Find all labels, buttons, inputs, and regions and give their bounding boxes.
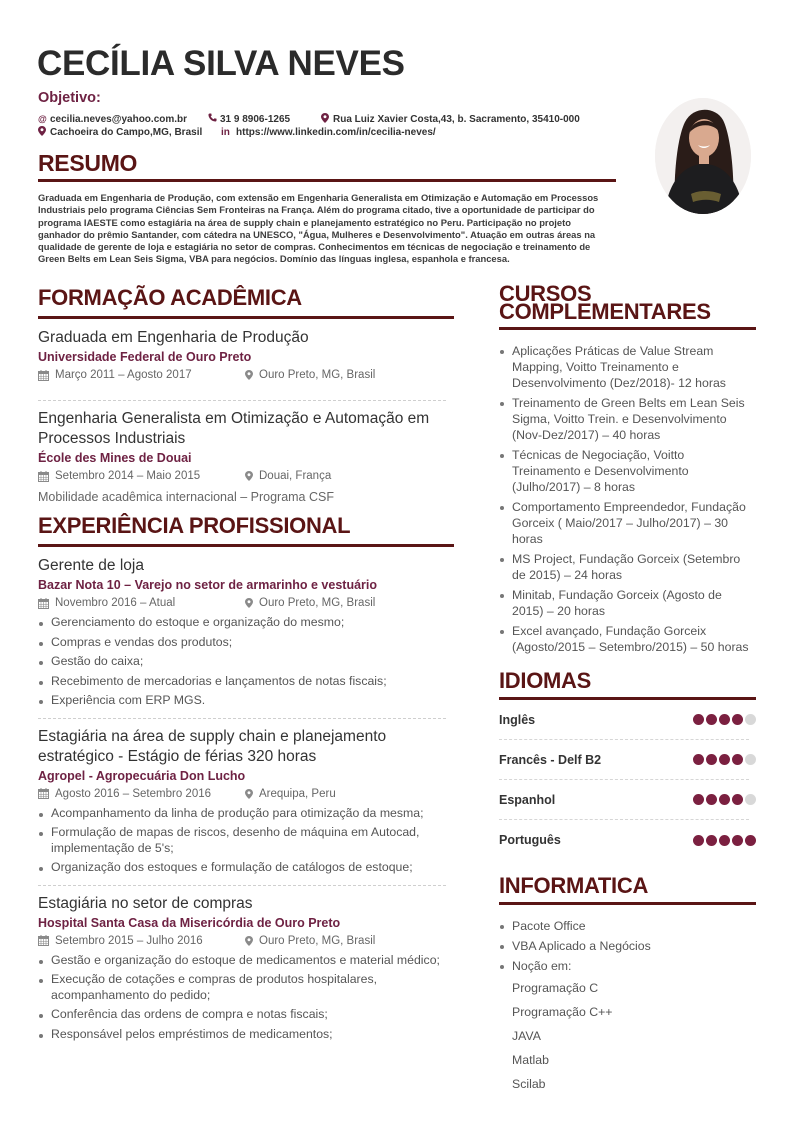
section-title-informatica: INFORMATICA [499,873,649,898]
proficiency-dots [693,754,756,765]
list-item: Compras e vendas dos produtos; [38,635,454,651]
section-rule [499,902,756,905]
duties-list [38,806,454,876]
list-item: MS Project, Fundação Gorceix (Setembro de 2015) – 24 horas [499,551,756,583]
contact-email[interactable] [38,113,208,126]
education-entry [38,328,454,384]
experience-entry [38,556,454,709]
contact-city [38,126,221,139]
list-item: Gestão do caixa; [38,654,454,670]
language-row [499,700,749,740]
sub-item: Scilab [512,1077,546,1091]
summary-section [38,150,616,266]
list-item: Experiência com ERP MGS. [38,693,454,709]
entry-org: Bazar Nota 10 – Varejo no setor de armarinho e vestuário [38,578,378,592]
language-name: Francês - Delf B2 [499,752,602,767]
duties-list [38,615,454,709]
contact-linkedin[interactable] [221,126,436,139]
entry-location: Douai, França [259,470,332,482]
section-title-line: COMPLEMENTARES [499,299,711,324]
map-pin-icon [38,126,50,140]
entry-meta [38,785,454,803]
entry-title: Engenharia Generalista em Otimização e Automação em Processos Industriais [38,410,430,447]
languages-list [499,700,756,860]
entry-title: Estagiária no setor de compras [38,894,253,912]
list-item: Técnicas de Negociação, Voitto Treinamento e Desenvolvimento (Julho/2017) – 8 horas [499,447,756,495]
sub-item: Matlab [512,1053,549,1067]
entry-date: Março 2011 – Agosto 2017 [55,369,192,381]
education-entry [38,409,454,507]
entry-date: Setembro 2015 – Julho 2016 [55,934,203,947]
map-pin-icon [245,789,253,799]
list-item: Gerenciamento do estoque e organização do mesmo; [38,615,454,631]
entry-org: Universidade Federal de Ouro Preto [38,350,252,364]
sub-item: JAVA [512,1029,541,1043]
language-name: Inglês [499,712,536,727]
list-item: Aplicações Práticas de Value Stream Mapping, Voitto Treinamento e Desenvolvimento (Dez/2018)- 12 horas [499,343,756,391]
entry-date: Setembro 2014 – Maio 2015 [55,470,201,482]
linkedin-icon: in [221,127,230,138]
left-column [38,285,454,1046]
list-item: Excel avançado, Fundação Gorceix (Agosto/2015 – Setembro/2015) – 50 horas [499,623,756,655]
phone-text: 31 9 8906-1265 [220,114,291,125]
phone-icon [208,113,220,126]
calendar-icon [38,788,49,799]
contact-address [321,113,580,126]
courses-list [499,343,756,655]
language-name: Português [499,833,561,847]
section-rule [499,327,756,330]
list-item: Pacote Office [499,916,756,936]
section-title-cursos [499,281,756,324]
at-icon: @ [38,114,47,124]
list-item: Responsável pelos empréstimos de medicamentos; [38,1027,454,1043]
entry-title: Gerente de loja [38,557,144,574]
section-rule [38,544,454,547]
list-item: Recebimento de mercadorias e lançamentos de notas fiscais; [38,674,454,690]
section-rule [38,179,616,182]
calendar-icon [38,935,49,946]
candidate-name: CECÍLIA SILVA NEVES [37,44,405,83]
contact-phone[interactable] [208,113,321,126]
entry-date: Novembro 2016 – Atual [55,597,176,609]
map-pin-icon [321,113,333,127]
calendar-icon [38,471,49,482]
entry-location: Ouro Preto, MG, Brasil [259,934,376,947]
list-item: VBA Aplicado a Negócios [499,936,756,956]
list-item: Acompanhamento da linha de produção para otimização da mesma; [38,806,454,822]
list-item: Formulação de mapas de riscos, desenho de máquina em Autocad, implementação de 5's; [38,825,454,856]
entry-location: Ouro Preto, MG, Brasil [259,597,376,609]
entry-title: Estagiária na área de supply chain e planejamento estratégico - Estágio de férias 320 horas [38,727,387,765]
profile-photo [655,98,751,214]
section-title-resumo: RESUMO [38,150,138,176]
entry-title: Graduada em Engenharia de Produção [38,329,309,346]
proficiency-dots [693,835,756,846]
section-title-idiomas: IDIOMAS [499,668,592,693]
language-row [499,820,749,860]
entry-divider [38,718,446,719]
section-title-line: CURSOS [499,281,592,306]
map-pin-icon [245,598,253,608]
proficiency-dots [693,794,756,805]
map-pin-icon [245,471,253,481]
map-pin-icon [245,370,253,380]
sub-item: Programação C [512,981,599,995]
language-row [499,740,749,780]
list-item: Conferência das ordens de compra e notas fiscais; [38,1007,454,1023]
map-pin-icon [245,936,253,946]
section-title-experiencia: EXPERIÊNCIA PROFISSIONAL [38,513,351,538]
entry-meta [38,594,454,612]
right-column [499,281,756,1096]
list-item: Minitab, Fundação Gorceix (Agosto de 2015) – 20 horas [499,587,756,619]
email-text: cecilia.neves@yahoo.com.br [50,114,188,125]
entry-meta [38,366,454,384]
entry-org: École des Mines de Douai [38,451,192,465]
experience-entry [38,894,454,1043]
entry-meta [38,467,454,485]
summary-text: Graduada em Engenharia de Produção, com extensão em Engenharia Generalista em Otimização e Automação em Processos Industriais pelo programa Ciências Sem Fronteiras na França. Além do programa citado, tive a oportunidade de participar do programa IAESTE como estagiária na área de supply chain e planejamento estratégico no Peru. Participação no projeto ganhador do prêmio Santander, com cátedra na UNESCO, "Água, Mulheres e Desenvolvimento". Atuação em outras áreas na qualidade de gerente de loja e estagiária no setor de compras. Conhecimentos em técnicas de negociação e treinamento de Green Belts em Lean Seis Sigma, VBA para negócios. Domínio das línguas inglesa, espanhola e francesa. [38,192,599,265]
objective-label: Objetivo: [38,90,101,106]
calendar-icon [38,598,49,609]
entry-meta [38,932,454,950]
entry-location: Ouro Preto, MG, Brasil [259,369,376,381]
skills-list [499,916,756,1096]
list-item: Gestão e organização do estoque de medicamentos e material médico; [38,953,454,969]
section-title-formacao: FORMAÇÃO ACADÊMICA [38,285,302,310]
calendar-icon [38,370,49,381]
entry-org: Agropel - Agropecuária Don Lucho [38,768,246,783]
language-row [499,780,749,820]
sub-item: Programação C++ [512,1005,613,1019]
entry-divider [38,400,446,401]
list-item: Treinamento de Green Belts em Lean Seis Sigma, Voitto Trein. e Desenvolvimento (Nov-Dez/2017) – 40 horas [499,395,756,443]
city-text: Cachoeira do Campo,MG, Brasil [50,127,203,138]
list-item: Organização dos estoques e formulação de catálogos de estoque; [38,860,454,876]
experience-entry [38,727,454,876]
proficiency-dots [693,714,756,725]
duties-list [38,953,454,1043]
contact-info [38,113,580,139]
entry-location: Arequipa, Peru [259,787,336,800]
list-item: Execução de cotações e compras de produtos hospitalares, acompanhamento do pedido; [38,972,454,1003]
linkedin-link[interactable]: https://www.linkedin.com/in/cecilia-neves/ [236,127,436,138]
list-item: Comportamento Empreendedor, Fundação Gorceix ( Maio/2017 – Julho/2017) – 30 horas [499,499,756,547]
language-name: Espanhol [499,792,556,807]
address-text: Rua Luiz Xavier Costa,43, b. Sacramento, 35410-000 [333,114,580,125]
section-rule [38,316,454,319]
list-item: Noção em: [499,956,756,976]
entry-divider [38,885,446,886]
entry-note: Mobilidade acadêmica internacional – Programa CSF [38,490,334,504]
entry-org: Hospital Santa Casa da Misericórdia de Ouro Preto [38,915,341,930]
entry-date: Agosto 2016 – Setembro 2016 [55,787,212,800]
